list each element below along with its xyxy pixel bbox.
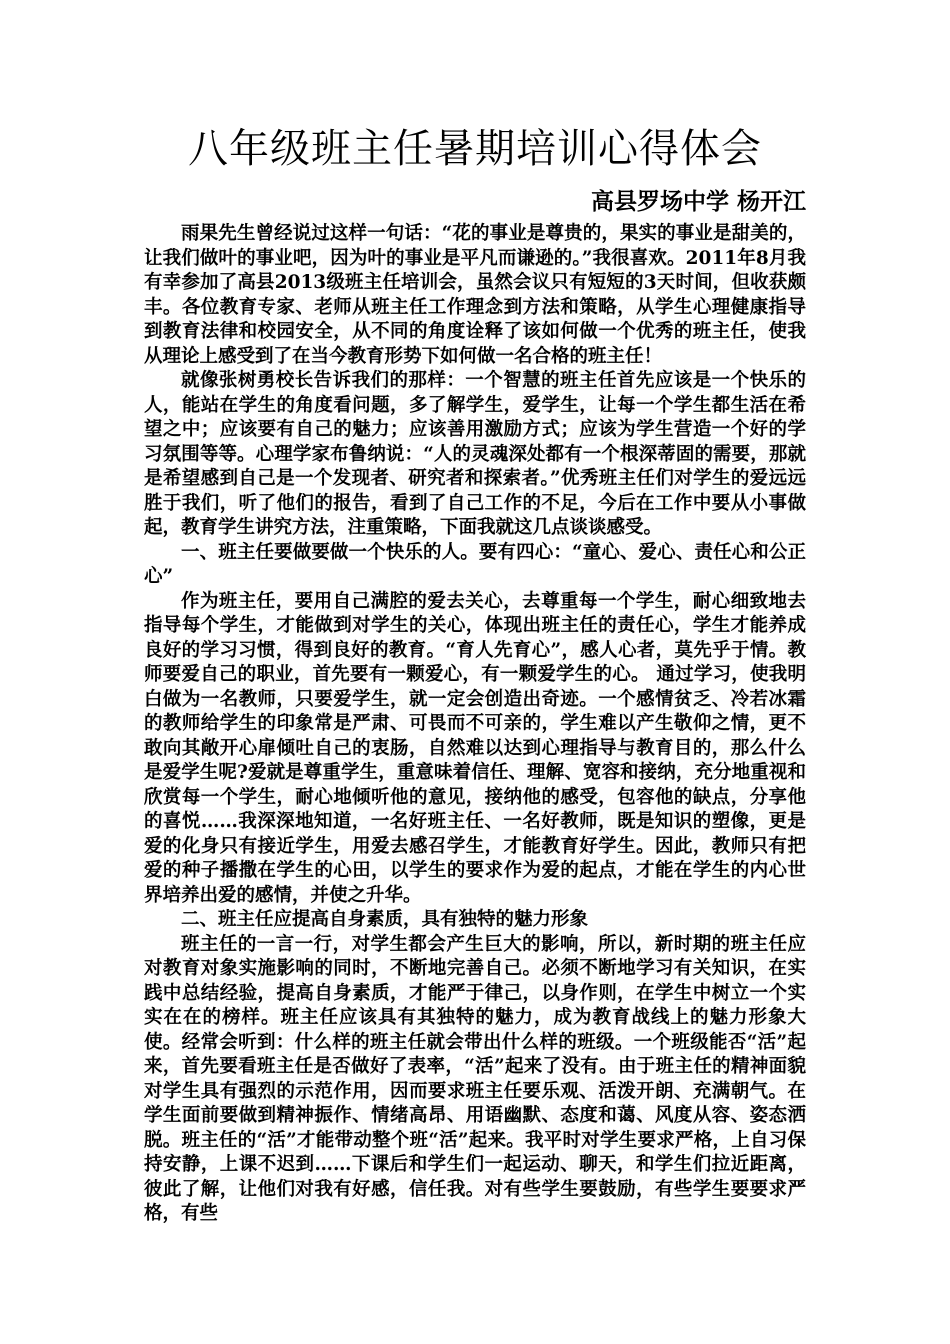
document-title: 八年级班主任暑期培训心得体会 [188, 126, 762, 172]
document-body [144, 222, 806, 1227]
paragraph-section-2: 班主任的一言一行，对学生都会产生巨大的影响，所以，新时期的班主任应对教育对象实施影响的同时，不断地完善自己。必须不断地学习有关知识，在实践中总结经验，提高自身素质，才能严于律己，以身作则，在学生中树立一个实实在在的榜样。班主任应该具有其独特的魅力，成为教育战线上的魅力形象大使。经常会听到：什么样的班主任就会带出什么样的班级。一个班级能否“活”起来，首先要看班主任是否做好了表率，“活”起来了没有。由于班主任的精神面貌对学生具有强烈的示范作用，因而要求班主任要乐观、活泼开朗、充满朝气。在学生面前要做到精神振作、情绪高昂、用语幽默、态度和蔼、风度从容、姿态洒脱。班主任的“活”才能带动整个班“活”起来。我平时对学生要求严格，上自习保持安静，上课不迟到……下课后和学生们一起运动、聊天，和学生们拉近距离，彼此了解，让他们对我有好感，信任我。对有些学生要鼓励，有些学生要要求严格，有些 [144, 933, 806, 1224]
paragraph-section-1: 作为班主任，要用自己满腔的爱去关心，去尊重每一个学生，耐心细致地去指导每个学生，才能做到对学生的关心，体现出班主任的责任心，学生才能养成良好的学习习惯，得到良好的教育。“育人先育心”，感人心者，莫先乎于情。教师要爱自己的职业，首先要有一颗爱心，有一颗爱学生的心。 通过学习，使我明白做为一名教师，只要爱学生，就一定会创造出奇迹。一个感情贫乏、冷若冰霜的教师给学生的印象常是严肃、可畏而不可亲的，学生难以产生敬仰之情，更不敢向其敞开心扉倾吐自己的衷肠，自然难以达到心理指导与教育目的，那么什么是爱学生呢?爱就是尊重学生，重意味着信任、理解、宽容和接纳，充分地重视和欣赏每一个学生，耐心地倾听他的意见，接纳他的感受，包容他的缺点，分享他的喜悦……我深深地知道，一名好班主任、一名好教师，既是知识的塑像，更是爱的化身只有接近学生，用爱去感召学生，才能教育好学生。因此，教师只有把爱的种子播撒在学生的心田，以学生的要求作为爱的起点，才能在学生的内心世界培养出爱的感情，并使之升华。 [144, 590, 806, 906]
section-heading-1: 一、班主任要做要做一个快乐的人。要有四心：“童心、爱心、责任心和公正心” [144, 541, 806, 587]
paragraph-intro: 雨果先生曾经说过这样一句话：“花的事业是尊贵的，果实的事业是甜美的，让我们做叶的事业吧，因为叶的事业是平凡而谦逊的。”我很喜欢。2011年8月我有幸参加了高县2013级班主任培训会，虽然会议只有短短的3天时间，但收获颇丰。各位教育专家、老师从班主任工作理念到方法和策略，从学生心理健康指导到教育法律和校园安全，从不同的角度诠释了该如何做一个优秀的班主任，使我从理论上感受到了在当今教育形势下如何做一名合格的班主任！ [144, 223, 806, 367]
document-author: 高县罗场中学 杨开江 [590, 188, 806, 215]
section-heading-2: 二、班主任应提高自身素质，具有独特的魅力形象 [181, 909, 589, 930]
paragraph-principal-quote: 就像张树勇校长告诉我们的那样：一个智慧的班主任首先应该是一个快乐的人，能站在学生的角度看问题，多了解学生，爱学生，让每一个学生都生活在希望之中；应该要有自己的魅力；应该善用激励方式；应该为学生营造一个好的学习氛围等等。心理学家布鲁纳说：“人的灵魂深处都有一个根深蒂固的需要，那就是希望感到自己是一个发现者、研究者和探索者。”优秀班主任们对学生的爱远远胜于我们，听了他们的报告，看到了自己工作的不足，今后在工作中要从小事做起，教育学生讲究方法，注重策略，下面我就这几点谈谈感受。 [144, 370, 806, 538]
